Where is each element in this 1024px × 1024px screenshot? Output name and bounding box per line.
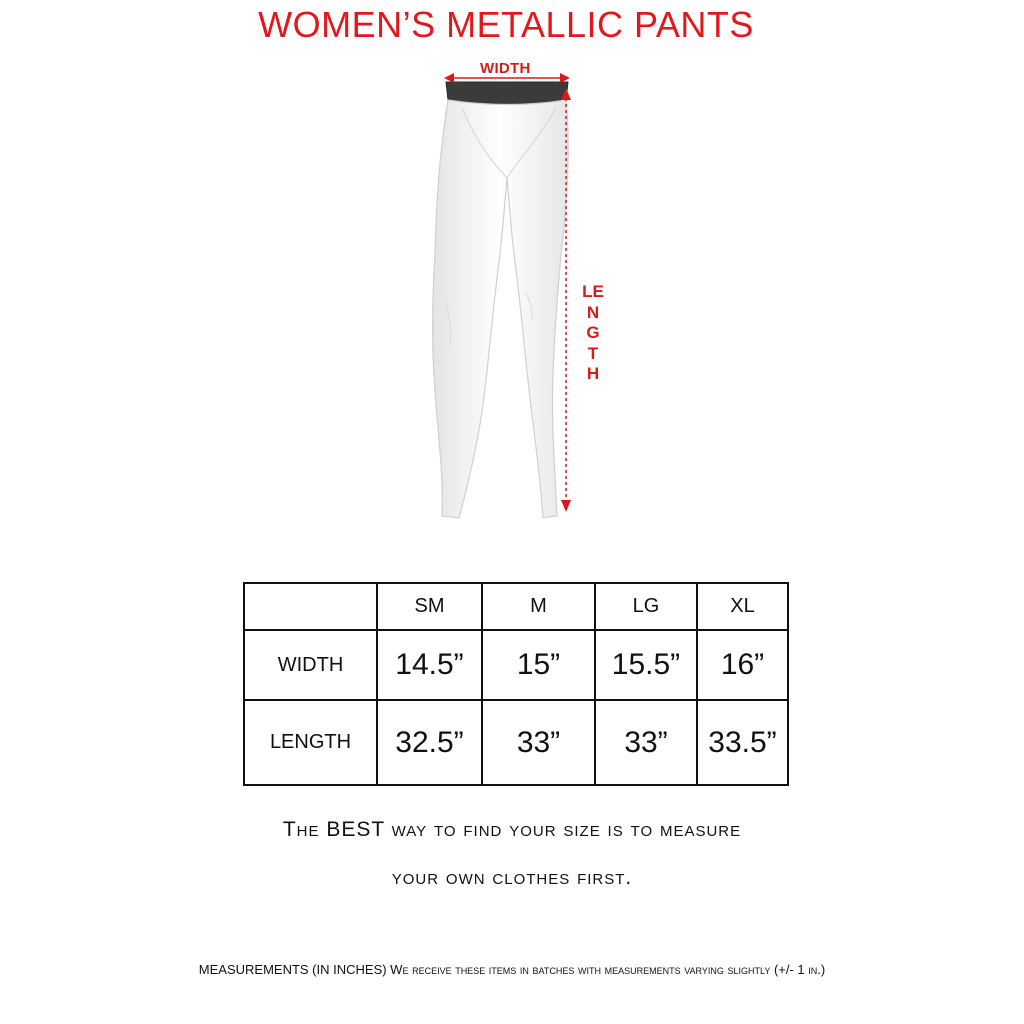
table-header-lg: LG (595, 583, 697, 630)
table-header-m: M (482, 583, 595, 630)
table-header-sm: SM (377, 583, 482, 630)
table-header-xl: XL (697, 583, 788, 630)
measurement-note: MEASUREMENTS (IN INCHES) We receive these items in batches with measurements varying slightly (+/- 1 in.) (198, 962, 826, 977)
advice-line-1: The BEST way to find your size is to measure (282, 818, 742, 841)
table-row-length (244, 700, 788, 785)
width-label: WIDTH (480, 60, 531, 77)
length-xl-cell: 33.5” (697, 700, 788, 785)
table-row-width (244, 630, 788, 700)
length-sm-cell: 32.5” (377, 700, 482, 785)
width-m-cell: 15” (482, 630, 595, 700)
row-label-width: WIDTH (244, 630, 377, 700)
width-sm-cell: 14.5” (377, 630, 482, 700)
length-label: LENGTH (582, 282, 604, 383)
width-lg-cell: 15.5” (595, 630, 697, 700)
table-header-row (244, 583, 788, 630)
page-title: WOMEN’S METALLIC PANTS (258, 4, 754, 45)
length-lg-cell: 33” (595, 700, 697, 785)
leggings-icon (433, 82, 569, 518)
table-header-empty (244, 583, 377, 630)
width-xl-cell: 16” (697, 630, 788, 700)
advice-line-2: your own clothes first. (391, 866, 633, 889)
length-m-cell: 33” (482, 700, 595, 785)
row-label-length: LENGTH (244, 700, 377, 785)
size-chart-table (243, 582, 789, 786)
